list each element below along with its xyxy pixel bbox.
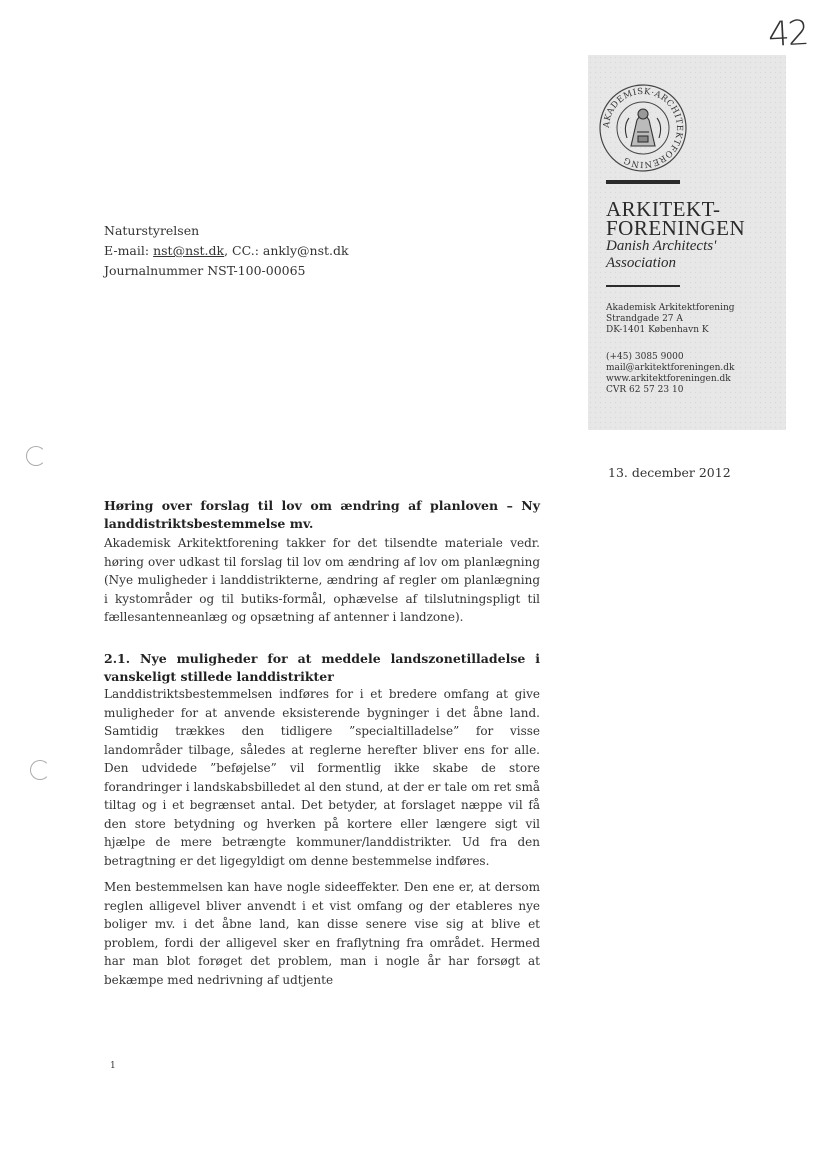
punch-hole-bottom — [30, 760, 50, 780]
association-name-en-line1: Danish Architects' — [606, 238, 717, 254]
letter-subject: Høring over forslag til lov om ændring af planloven – Ny landdistriktsbestemmelse mv. — [104, 498, 540, 531]
punch-hole-top — [26, 446, 46, 466]
recipient-email-link[interactable]: nst@nst.dk — [153, 243, 225, 258]
association-name-line1: ARKITEKT- — [606, 197, 721, 221]
letterhead-rule-bottom — [606, 285, 680, 287]
handwritten-page-number: 42 — [766, 12, 809, 56]
address-org: Akademisk Arkitektforening — [606, 303, 735, 313]
letterhead-rule-top — [606, 180, 680, 184]
letter-date: 13. december 2012 — [608, 465, 731, 480]
contact-phone: (+45) 3085 9000 — [606, 352, 684, 362]
journal-number: Journalnummer NST-100-00065 — [104, 263, 306, 278]
association-name-line2: FORENINGEN — [606, 216, 746, 240]
association-name-english — [606, 238, 716, 272]
section-paragraph-1: Landdistriktsbestemmelsen indføres for i et bredere omfang at give muligheder for at anvende eksisterende bygninger i det åbne land. Samtidig trækkes den tidligere ”specialtilladelse” for visse landområder tilbage, således at reglerne herefter bliver ens for alle. Den udvidede ”beføjelse” vil formentlig ikke skabe de store forandringer i landskabsbilledet al den stund, at der er tale om ret små tiltag og i et begrænset antal. Det betyder, at forslaget næppe vil få den store betydning og hverken på kortere eller længere sigt vil hjælpe de mere betrængte kommuner/landdistrikter. Ud fra den betragtning er det ligegyldigt om denne bestemmelse indføres. — [104, 687, 540, 868]
recipient-cc: , CC.: ankly@nst.dk — [224, 243, 349, 258]
contact-website[interactable]: www.arkitektforeningen.dk — [606, 374, 731, 384]
association-name — [606, 197, 746, 240]
recipient-name: Naturstyrelsen — [104, 223, 200, 238]
recipient-email-label: E-mail: — [104, 243, 154, 258]
association-name-en-line2: Association — [606, 255, 676, 271]
recipient-email-line — [104, 243, 349, 258]
section-heading: 2.1. Nye muligheder for at meddele landszonetilladelse i vanskeligt stillede landdistrikter — [104, 651, 540, 684]
address-city: DK-1401 København K — [606, 325, 709, 335]
footer-page-number: 1 — [110, 1061, 116, 1071]
seal-text: AKADEMISK·ARCHITEKTFORENING — [601, 86, 685, 170]
contact-cvr: CVR 62 57 23 10 — [606, 385, 684, 395]
contact-email[interactable]: mail@arkitektforeningen.dk — [606, 363, 735, 373]
address-street: Strandgade 27 A — [606, 314, 683, 324]
association-seal-logo — [597, 82, 689, 174]
intro-paragraph: Akademisk Arkitektforening takker for det tilsendte materiale vedr. høring over udkast til forslag til lov om ændring af lov om planlægning (Nye muligheder i landdistrikterne, ændring af regler om planlægning i kystområder og til butiks-formål, ophævelse af tilslutningspligt til fællesantenneanlæg og opsætning af antenner i landzone). — [104, 536, 540, 624]
section-paragraph-2: Men bestemmelsen kan have nogle sideeffekter. Den ene er, at dersom reglen alligevel bliver anvendt i et vist omfang og der etableres nye boliger mv. i det åbne land, kan disse senere vise sig at blive et problem, fordi der alligevel sker en fraflytning fra området. Hermed har man blot forøget det problem, man i nogle år har forsøgt at bekæmpe med nedrivning af udtjente — [104, 880, 540, 987]
